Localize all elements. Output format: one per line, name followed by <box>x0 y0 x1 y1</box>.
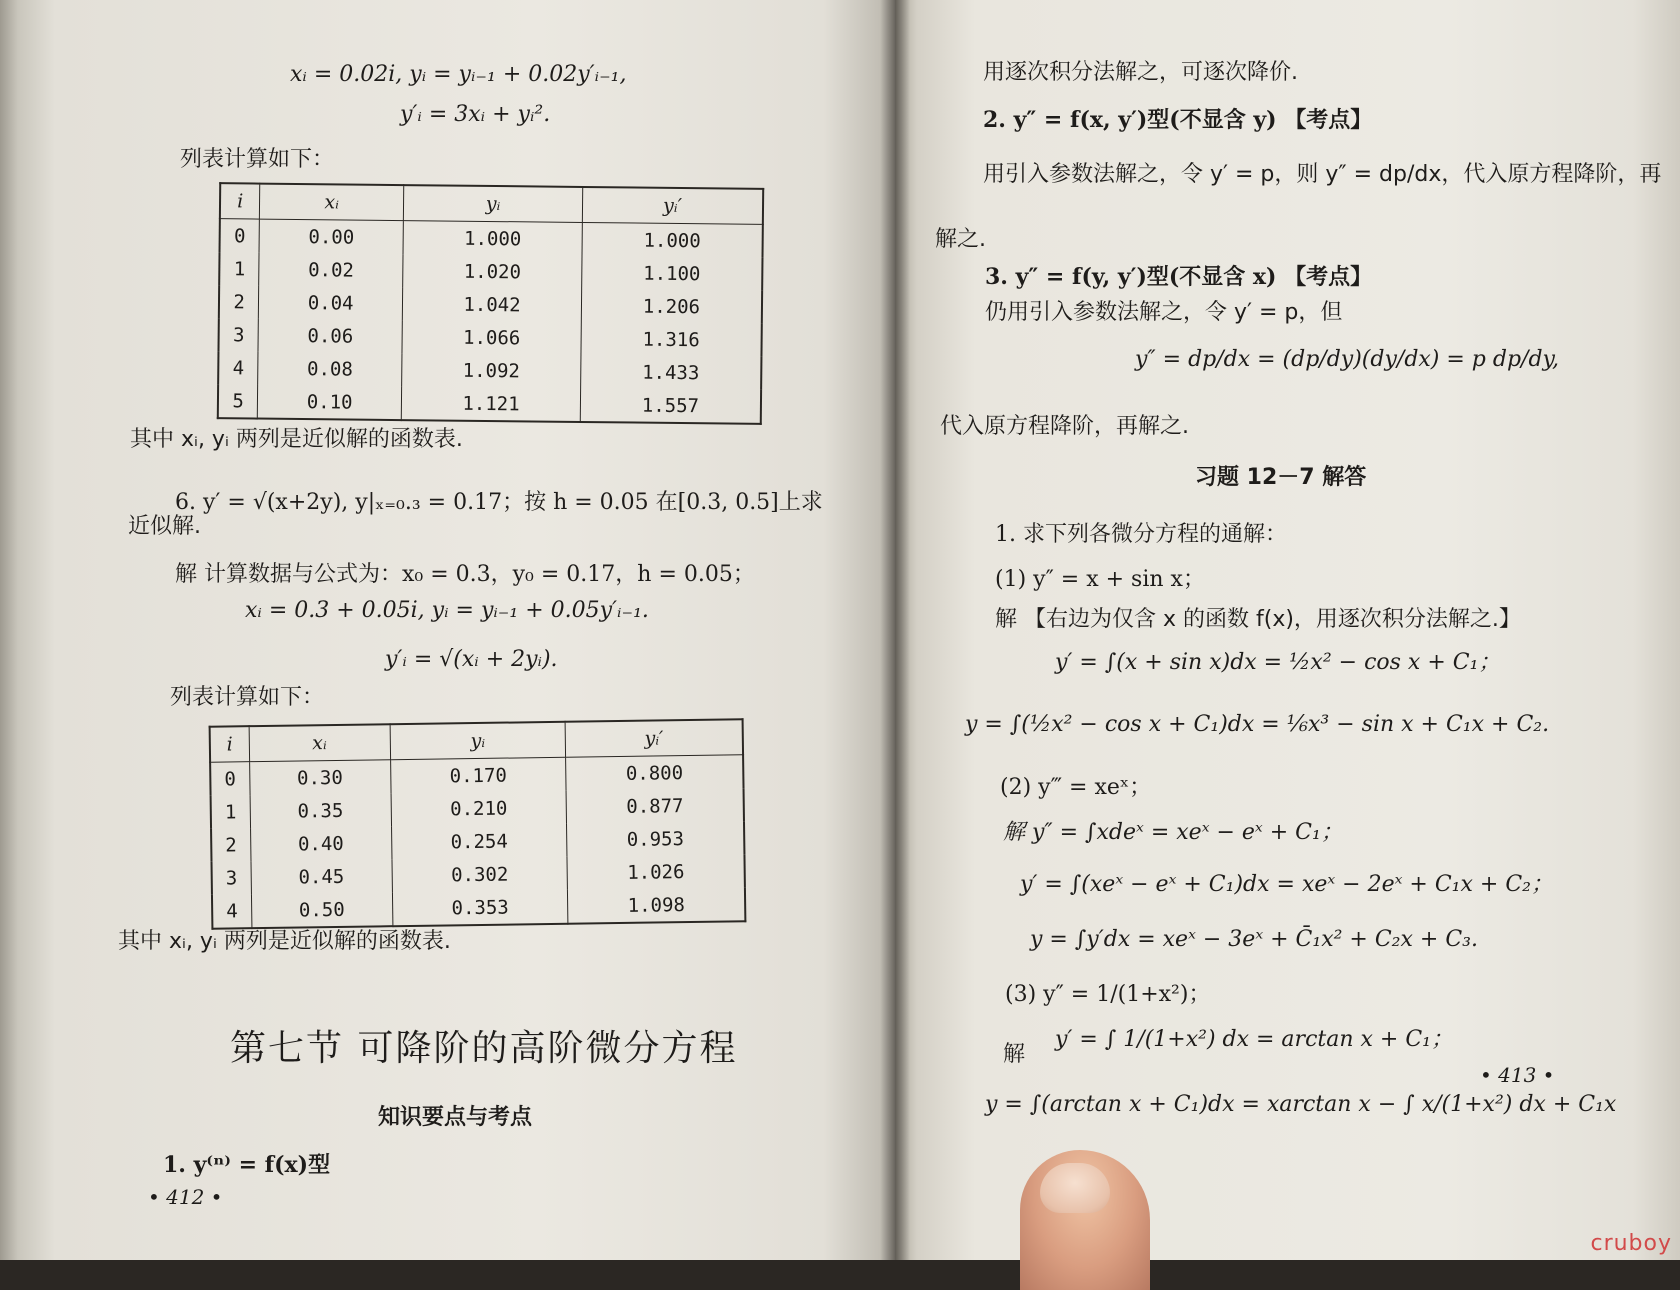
table-header-cell: xᵢ <box>260 184 404 221</box>
solution-3-label: 解 <box>1003 1042 1026 1067</box>
table-cell: 0.00 <box>259 219 403 254</box>
point-1: 1. y⁽ⁿ⁾ = f(x)型 <box>163 1152 331 1178</box>
table-cell: 3 <box>212 861 252 895</box>
table-cell: 1.092 <box>402 353 581 388</box>
calculation-table-2 <box>209 718 747 929</box>
table-header-cell: i <box>220 183 260 219</box>
table-cell: 1.000 <box>403 221 582 256</box>
table-cell: 1.020 <box>403 254 582 289</box>
exercise-title: 习题 12－7 解答 <box>1195 465 1367 490</box>
table-header-cell: xᵢ <box>249 724 391 761</box>
solution-2-step-3: y = ∫y′dx = xeˣ − 3eˣ + C̄₁x² + C₂x + C₃. <box>1030 927 1478 952</box>
table-cell: 4 <box>218 351 258 384</box>
calculation-table-1 <box>217 182 764 425</box>
table-cell: 2 <box>219 285 259 318</box>
table-cell: 0.30 <box>249 760 391 795</box>
solution-data-line: 解 计算数据与公式为：x₀ = 0.3，y₀ = 0.17，h = 0.05； <box>175 562 755 587</box>
point-3: 3. y″ = f(y, y′)型(不显含 x) 【考点】 <box>985 264 1373 290</box>
table-cell: 0.800 <box>566 755 744 791</box>
table-cell: 1.042 <box>402 287 581 322</box>
table-cell: 0 <box>220 219 260 253</box>
table-note: 其中 xᵢ, yᵢ 两列是近似解的函数表. <box>130 427 463 452</box>
table-header-cell: yᵢ′ <box>565 719 743 757</box>
equation-iteration: xᵢ = 0.3 + 0.05i, yᵢ = yᵢ₋₁ + 0.05y′ᵢ₋₁. <box>245 598 649 623</box>
table-header-cell: yᵢ <box>390 722 566 760</box>
problem-6-continuation: 近似解. <box>128 514 201 539</box>
table-note: 其中 xᵢ, yᵢ 两列是近似解的函数表. <box>118 929 451 954</box>
book-spine-gutter <box>880 0 910 1260</box>
table-cell: 0.45 <box>251 859 393 894</box>
table-intro: 列表计算如下： <box>170 685 325 710</box>
table-cell: 0.353 <box>392 890 568 926</box>
equation-sqrt: y′ᵢ = √(xᵢ + 2yᵢ). <box>385 647 558 672</box>
table-cell: 0.302 <box>392 857 568 892</box>
table-row <box>218 384 761 424</box>
table-cell: 0.953 <box>567 821 745 856</box>
table-cell: 0.10 <box>258 385 402 421</box>
text-line: 解之. <box>935 227 986 252</box>
equation-yprime: y′ᵢ = 3xᵢ + yᵢ². <box>400 102 551 127</box>
table-cell: 0.35 <box>250 793 392 828</box>
solution-3-step-2: y = ∫(arctan x + C₁)dx = xarctan x − ∫ x/(1+x²) dx + C₁x <box>985 1092 1617 1117</box>
solution-2-step-1: 解 y″ = ∫xdeˣ = xeˣ − eˣ + C₁； <box>1003 820 1343 845</box>
table-cell: 0.170 <box>390 757 566 793</box>
table-cell: 1.557 <box>580 388 761 424</box>
problem-6-statement: 6. y′ = √(x+2y), y|ₓ₌₀.₃ = 0.17；按 h = 0.05 在[0.3, 0.5]上求 <box>175 490 823 515</box>
table-header-cell: i <box>210 726 250 762</box>
question-1: 1. 求下列各微分方程的通解： <box>995 522 1287 547</box>
solution-1-step-1: y′ = ∫(x + sin x)dx = ½x² − cos x + C₁； <box>1055 650 1501 675</box>
table-header-cell: yᵢ′ <box>582 187 763 224</box>
watermark: cruboy <box>1590 1231 1672 1256</box>
table-row <box>212 887 745 928</box>
table-cell: 0.40 <box>250 826 392 861</box>
page-number-right: • 413 • <box>1480 1063 1555 1087</box>
table-header-cell: yᵢ <box>403 185 582 222</box>
table-cell: 1 <box>211 795 251 829</box>
table-cell: 1.066 <box>402 320 581 355</box>
section-title: 第七节 可降阶的高阶微分方程 <box>230 1028 738 1069</box>
table-cell: 0.50 <box>251 892 393 928</box>
solution-1-step-2: y = ∫(½x² − cos x + C₁)dx = ⅙x³ − sin x + C₁x + C₂. <box>965 712 1550 737</box>
table-row <box>220 219 763 258</box>
question-1-part-2: (2) y‴ = xeˣ； <box>1000 775 1152 800</box>
solution-3-step-1: y′ = ∫ 1/(1+x²) dx = arctan x + C₁； <box>1055 1027 1453 1052</box>
table-cell: 1 <box>219 252 259 285</box>
question-1-part-1: (1) y″ = x + sin x； <box>995 567 1205 592</box>
point-2: 2. y″ = f(x, y′)型(不显含 y) 【考点】 <box>983 107 1373 133</box>
table-cell: 3 <box>218 318 258 351</box>
table-cell: 1.000 <box>582 222 763 257</box>
subsection-title: 知识要点与考点 <box>378 1105 533 1130</box>
thumbnail-nail <box>1040 1163 1110 1213</box>
table-intro: 列表计算如下： <box>180 147 335 172</box>
table-cell: 0.08 <box>258 352 402 387</box>
solution-2-step-2: y′ = ∫(xeˣ − eˣ + C₁)dx = xeˣ − 2eˣ + C₁x + C₂； <box>1020 872 1553 897</box>
table-cell: 1.206 <box>581 289 762 324</box>
table-cell: 0.877 <box>566 788 744 823</box>
table-cell: 0.04 <box>259 286 403 321</box>
page-number-left: • 412 • <box>148 1185 223 1209</box>
equation-xi-yi: xᵢ = 0.02i, yᵢ = yᵢ₋₁ + 0.02y′ᵢ₋₁, <box>290 62 627 87</box>
table-cell: 2 <box>211 828 251 862</box>
table-cell: 1.121 <box>401 386 580 422</box>
text-line: 用引入参数法解之，令 y′ = p，则 y″ = dp/dx，代入原方程降阶，再 <box>983 162 1662 187</box>
table-cell: 1.433 <box>581 355 762 390</box>
text-line: 仍用引入参数法解之，令 y′ = p，但 <box>985 300 1343 325</box>
table-cell: 1.100 <box>582 256 763 291</box>
equation-chain-rule: y″ = dp/dx = (dp/dy)(dy/dx) = p dp/dy, <box>1135 347 1560 372</box>
table-cell: 0.02 <box>259 253 403 288</box>
table-cell: 5 <box>218 384 258 418</box>
table-cell: 1.316 <box>581 322 762 357</box>
table-cell: 4 <box>212 894 252 929</box>
solution-hint: 解 【右边为仅含 x 的函数 f(x)，用逐次积分法解之.】 <box>995 607 1521 632</box>
right-page <box>895 0 1680 1260</box>
table-cell: 1.098 <box>568 887 746 923</box>
table-cell: 1.026 <box>567 854 745 889</box>
text-line: 代入原方程降阶，再解之. <box>940 414 1189 439</box>
table-cell: 0.210 <box>391 791 567 826</box>
table-cell: 0.06 <box>258 319 402 354</box>
table-header-row <box>220 183 763 224</box>
table-cell: 0.254 <box>391 824 567 859</box>
text-line: 用逐次积分法解之，可逐次降价. <box>983 60 1298 85</box>
table-cell: 0 <box>210 762 250 796</box>
question-1-part-3: (3) y″ = 1/(1+x²)； <box>1005 982 1211 1007</box>
